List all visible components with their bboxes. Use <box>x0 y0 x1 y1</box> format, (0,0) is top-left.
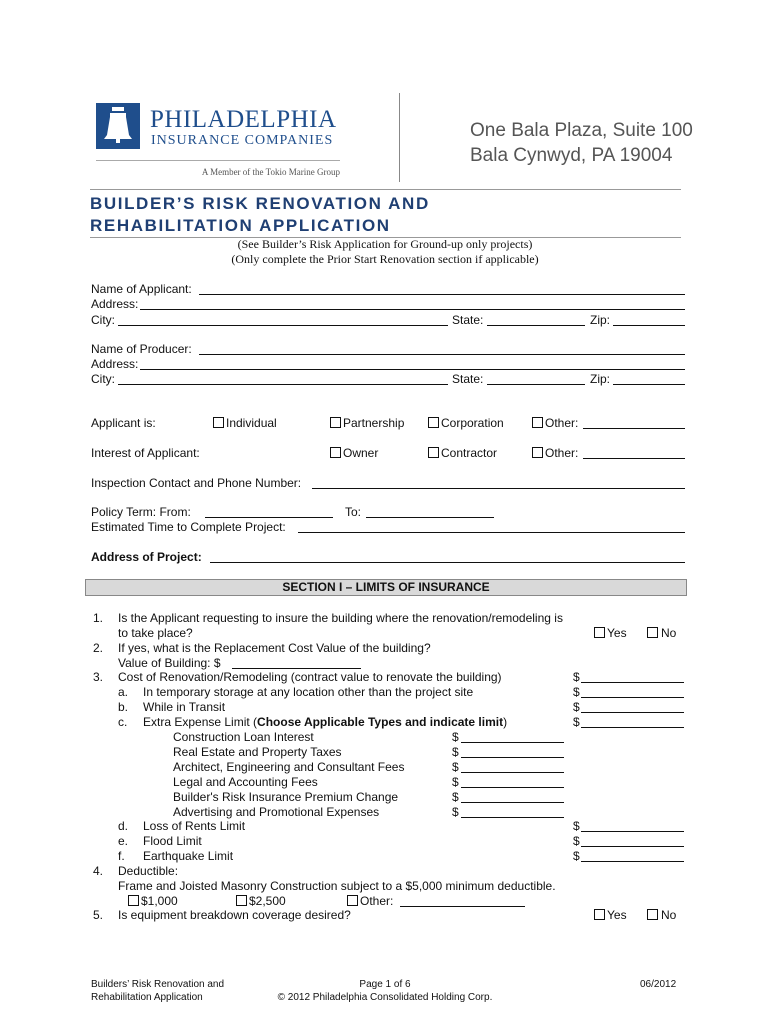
checkbox-individual[interactable] <box>213 417 224 428</box>
extra-expense-label: Real Estate and Property Taxes <box>173 745 342 759</box>
other-interest-field[interactable] <box>583 446 685 459</box>
checkbox-q5-no[interactable] <box>647 909 658 920</box>
estimated-time-field[interactable] <box>298 520 685 533</box>
q4-text: Deductible: <box>118 864 179 878</box>
logo-bell-icon <box>96 103 140 149</box>
footer-left-1: Builders’ Risk Renovation and <box>91 979 225 990</box>
limit-field[interactable] <box>581 715 684 728</box>
extra-expense-label: Construction Loan Interest <box>173 730 314 744</box>
dollar-sign: $ <box>573 849 580 863</box>
extra-expense-field[interactable] <box>461 790 564 803</box>
dollar-sign: $ <box>573 685 580 699</box>
producer-address-field[interactable] <box>140 357 685 370</box>
q3f-text: Earthquake Limit <box>143 849 234 863</box>
limit-field[interactable] <box>581 849 684 862</box>
checkbox-owner[interactable] <box>330 447 341 458</box>
footer-page: Page 1 of 6 <box>359 979 411 990</box>
q5-yes-label: Yes <box>607 908 627 922</box>
q1-text: Is the Applicant requesting to insure the building where the renovation/remodeling is <box>118 611 563 625</box>
policy-from-label: Policy Term: From: <box>91 505 191 519</box>
extra-expense-field[interactable] <box>461 730 564 743</box>
applicant-zip-field[interactable] <box>613 313 685 326</box>
extra-expense-field[interactable] <box>461 805 564 818</box>
partnership-label: Partnership <box>343 416 405 430</box>
producer-state-label: State: <box>452 372 484 386</box>
estimated-time-label: Estimated Time to Complete Project: <box>91 520 286 534</box>
q5-text: Is equipment breakdown coverage desired? <box>118 908 351 922</box>
applicant-name-label: Name of Applicant: <box>91 282 192 296</box>
applicant-address-field[interactable] <box>140 297 685 310</box>
checkbox-corporation[interactable] <box>428 417 439 428</box>
ded-1000-label: $1,000 <box>141 894 178 908</box>
limit-field[interactable] <box>581 819 684 832</box>
checkbox-contractor[interactable] <box>428 447 439 458</box>
section-1-header: SECTION I – LIMITS OF INSURANCE <box>85 579 687 596</box>
q5-number: 5. <box>93 908 104 922</box>
checkbox-q5-yes[interactable] <box>594 909 605 920</box>
q3c-letter: c. <box>118 715 128 729</box>
checkbox-q1-no[interactable] <box>647 627 658 638</box>
extra-expense-label: Legal and Accounting Fees <box>173 775 318 789</box>
producer-state-field[interactable] <box>487 372 585 385</box>
limit-field[interactable] <box>581 670 684 683</box>
applicant-city-field[interactable] <box>118 313 448 326</box>
dollar-sign: $ <box>452 730 459 744</box>
q3e-text: Flood Limit <box>143 834 202 848</box>
dollar-sign: $ <box>452 790 459 804</box>
applicant-zip-label: Zip: <box>590 313 611 327</box>
extra-expense-field[interactable] <box>461 760 564 773</box>
q3f-letter: f. <box>118 849 125 863</box>
limit-field[interactable] <box>581 834 684 847</box>
q3b-text: While in Transit <box>143 700 226 714</box>
producer-name-field[interactable] <box>199 342 685 355</box>
interest-label: Interest of Applicant: <box>91 446 200 460</box>
ded-other-field[interactable] <box>400 894 525 907</box>
other-applicant-label: Other: <box>545 416 579 430</box>
applicant-name-field[interactable] <box>199 282 685 295</box>
q5-no-label: No <box>661 908 677 922</box>
dollar-sign: $ <box>452 745 459 759</box>
q3-text: Cost of Renovation/Remodeling (contract value to renovate the building) <box>118 670 502 684</box>
value-of-building-label: Value of Building: $ <box>118 656 221 670</box>
q1-yes-label: Yes <box>607 626 627 640</box>
producer-zip-label: Zip: <box>590 372 611 386</box>
project-address-label: Address of Project: <box>91 550 202 564</box>
q4-text-2: Frame and Joisted Masonry Construction subject to a $5,000 minimum deductible. <box>118 879 556 893</box>
inspection-label: Inspection Contact and Phone Number: <box>91 476 302 490</box>
q1-text-2: to take place? <box>118 626 193 640</box>
dollar-sign: $ <box>573 700 580 714</box>
footer-left-2: Rehabilitation Application <box>91 992 203 1003</box>
policy-to-field[interactable] <box>366 505 494 518</box>
checkbox-q1-yes[interactable] <box>594 627 605 638</box>
dollar-sign: $ <box>573 834 580 848</box>
logo-name: PHILADELPHIA <box>150 106 337 133</box>
checkbox-ded-1000[interactable] <box>128 895 139 906</box>
checkbox-other-interest[interactable] <box>532 447 543 458</box>
footer-date: 06/2012 <box>640 979 677 990</box>
dollar-sign: $ <box>452 805 459 819</box>
limit-field[interactable] <box>581 685 684 698</box>
policy-from-field[interactable] <box>205 505 333 518</box>
applicant-address-label: Address: <box>91 297 139 311</box>
dollar-sign: $ <box>573 715 580 729</box>
q3a-letter: a. <box>118 685 129 699</box>
extra-expense-label: Builder's Risk Insurance Premium Change <box>173 790 399 804</box>
dollar-sign: $ <box>452 760 459 774</box>
extra-expense-field[interactable] <box>461 745 564 758</box>
q3d-letter: d. <box>118 819 129 833</box>
q3c-text: Extra Expense Limit (Choose Applicable Types and indicate limit) <box>143 715 508 729</box>
ded-2500-label: $2,500 <box>249 894 286 908</box>
dollar-sign: $ <box>573 819 580 833</box>
corporation-label: Corporation <box>441 416 504 430</box>
q4-number: 4. <box>93 864 104 878</box>
applicant-state-field[interactable] <box>487 313 585 326</box>
dollar-sign: $ <box>573 670 580 684</box>
producer-name-label: Name of Producer: <box>91 342 192 356</box>
checkbox-ded-2500[interactable] <box>236 895 247 906</box>
form-title-line-2: REHABILITATION APPLICATION <box>90 216 391 235</box>
project-address-field[interactable] <box>210 550 685 563</box>
producer-city-field[interactable] <box>118 372 448 385</box>
q2-number: 2. <box>93 641 104 655</box>
q3d-text: Loss of Rents Limit <box>143 819 246 833</box>
q3e-letter: e. <box>118 834 129 848</box>
address-line-1: One Bala Plaza, Suite 100 <box>470 120 693 141</box>
footer-copyright: © 2012 Philadelphia Consolidated Holding Corp. <box>277 992 493 1003</box>
checkbox-other-applicant[interactable] <box>532 417 543 428</box>
other-applicant-field[interactable] <box>583 416 685 429</box>
dollar-sign: $ <box>452 775 459 789</box>
extra-expense-label: Advertising and Promotional Expenses <box>173 805 380 819</box>
other-interest-label: Other: <box>545 446 579 460</box>
q1-no-label: No <box>661 626 677 640</box>
note-1: (See Builder’s Risk Application for Ground-up only projects) <box>237 237 533 251</box>
contractor-label: Contractor <box>441 446 498 460</box>
logo-sub: INSURANCE COMPANIES <box>151 133 334 148</box>
inspection-field[interactable] <box>312 476 685 489</box>
limit-field[interactable] <box>581 700 684 713</box>
member-text: A Member of the Tokio Marine Group <box>201 167 340 177</box>
producer-city-label: City: <box>91 372 115 386</box>
owner-label: Owner <box>343 446 379 460</box>
value-of-building-field[interactable] <box>232 656 361 669</box>
applicant-city-label: City: <box>91 313 115 327</box>
applicant-is-label: Applicant is: <box>91 416 156 430</box>
checkbox-partnership[interactable] <box>330 417 341 428</box>
policy-to-label: To: <box>345 505 362 519</box>
ded-other-label: Other: <box>360 894 394 908</box>
extra-expense-label: Architect, Engineering and Consultant Fees <box>173 760 405 774</box>
checkbox-ded-other[interactable] <box>347 895 358 906</box>
producer-zip-field[interactable] <box>613 372 685 385</box>
address-line-2: Bala Cynwyd, PA 19004 <box>470 145 673 166</box>
q3a-text: In temporary storage at any location other than the project site <box>143 685 474 699</box>
applicant-state-label: State: <box>452 313 484 327</box>
q3-number: 3. <box>93 670 104 684</box>
q1-number: 1. <box>93 611 104 625</box>
q3b-letter: b. <box>118 700 129 714</box>
individual-label: Individual <box>226 416 277 430</box>
q2-text: If yes, what is the Replacement Cost Value of the building? <box>118 641 431 655</box>
note-2: (Only complete the Prior Start Renovation section if applicable) <box>231 252 539 266</box>
producer-address-label: Address: <box>91 357 139 371</box>
extra-expense-field[interactable] <box>461 775 564 788</box>
form-title-line-1: BUILDER’S RISK RENOVATION AND <box>90 194 430 213</box>
